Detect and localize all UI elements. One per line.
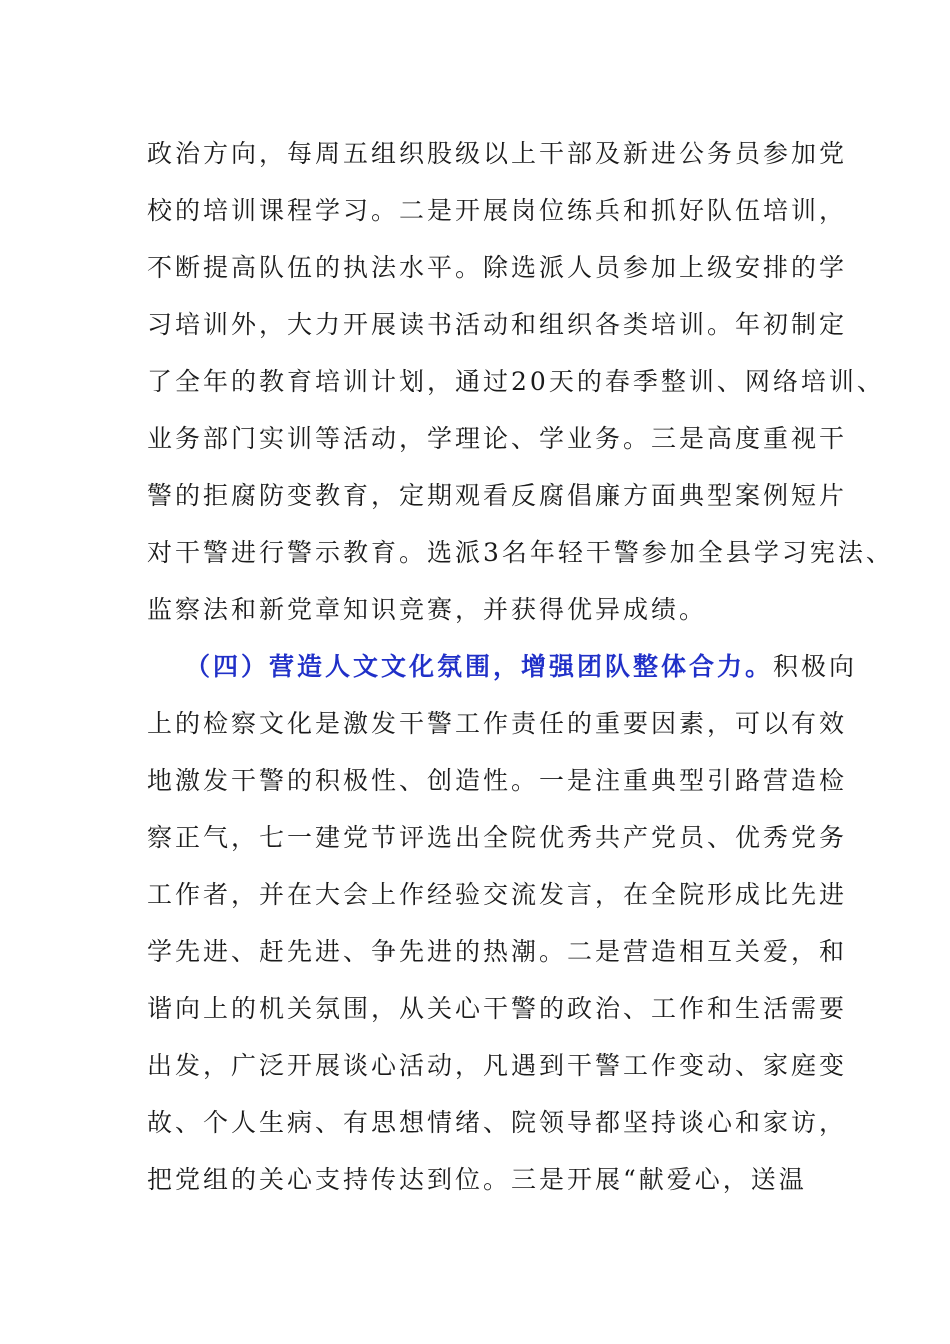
- text-line: 不断提高队伍的执法水平。除选派人员参加上级安排的学: [147, 253, 848, 282]
- text-line: 谐向上的机关氛围，从关心干警的政治、工作和生活需要: [147, 994, 848, 1023]
- text-line: 察正气，七一建党节评选出全院优秀共产党员、优秀党务: [147, 823, 848, 852]
- text-line: 上的检察文化是激发干警工作责任的重要因素，可以有效: [147, 709, 848, 738]
- text-line: 校的培训课程学习。二是开展岗位练兵和抓好队伍培训，: [147, 196, 848, 225]
- text-line: 把党组的关心支持传达到位。三是开展“献爱心，送温: [147, 1165, 807, 1194]
- text-line: 了全年的教育培训计划，通过20天的春季整训、网络培训、: [147, 367, 885, 396]
- text-line: 业务部门实训等活动，学理论、学业务。三是高度重视干: [147, 424, 848, 453]
- text-line: 习培训外，大力开展读书活动和组织各类培训。年初制定: [147, 310, 848, 339]
- text-line: 工作者，并在大会上作经验交流发言，在全院形成比先进: [147, 880, 848, 909]
- body-text: [147, 125, 894, 1208]
- text-line: 地激发干警的积极性、创造性。一是注重典型引路营造检: [147, 766, 848, 795]
- section-heading: （四）营造人文文化氛围，增强团队整体合力。: [185, 652, 774, 681]
- text-line: 监察法和新党章知识竞赛，并获得优异成绩。: [147, 595, 708, 624]
- heading-tail-text: 积极向: [773, 652, 858, 681]
- section-heading-line: [147, 638, 858, 695]
- text-line: 政治方向，每周五组织股级以上干部及新进公务员参加党: [147, 139, 848, 168]
- text-line: 警的拒腐防变教育，定期观看反腐倡廉方面典型案例短片: [147, 481, 848, 510]
- text-line: 学先进、赶先进、争先进的热潮。二是营造相互关爱，和: [147, 937, 848, 966]
- text-line: 出发，广泛开展谈心活动，凡遇到干警工作变动、家庭变: [147, 1051, 848, 1080]
- text-line: 故、个人生病、有思想情绪、院领导都坚持谈心和家访，: [147, 1108, 848, 1137]
- text-line: 对干警进行警示教育。选派3名年轻干警参加全县学习宪法、: [147, 538, 894, 567]
